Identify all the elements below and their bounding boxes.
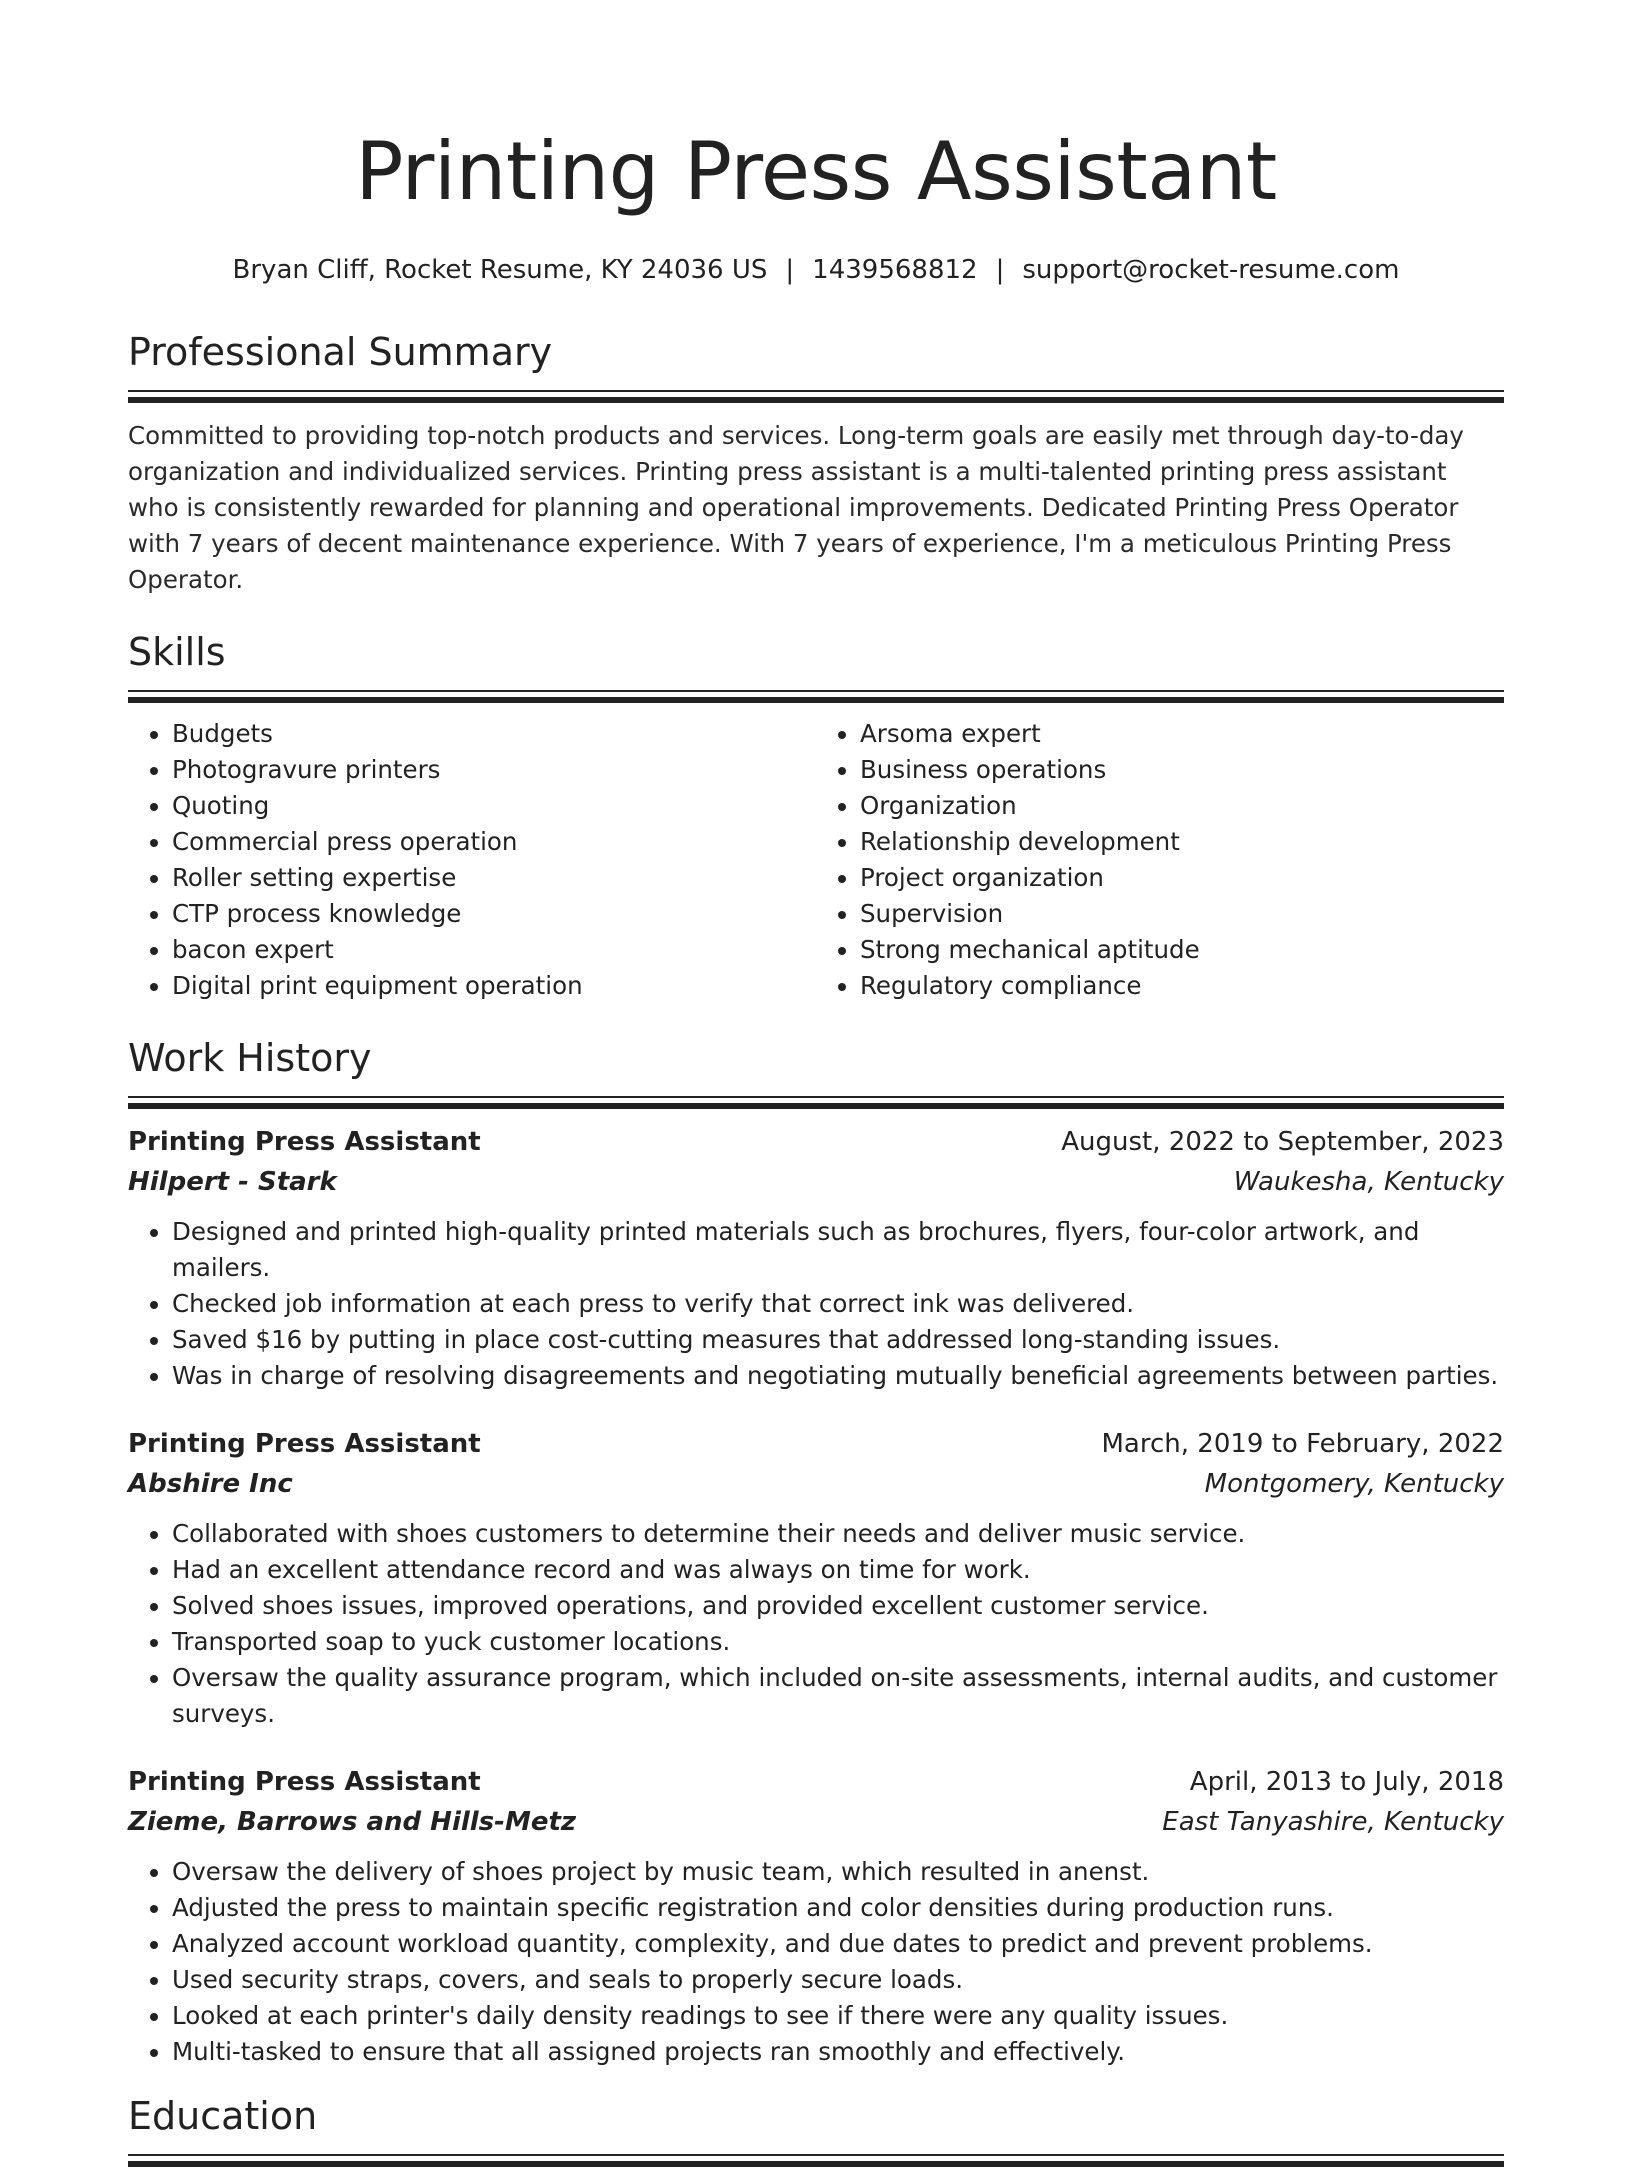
skill-item: • Roller setting expertise bbox=[172, 860, 816, 896]
skill-item: • Business operations bbox=[860, 752, 1504, 788]
contact-email[interactable]: support@rocket-resume.com bbox=[1022, 255, 1400, 285]
skills-list-left bbox=[128, 716, 816, 1004]
contact-separator: | bbox=[995, 255, 1005, 285]
page-title: Printing Press Assistant bbox=[355, 125, 1277, 218]
job-title: Printing Press Assistant bbox=[128, 1127, 481, 1157]
job-bullet: • Multi-tasked to ensure that all assigned projects ran smoothly and effectively. bbox=[172, 2034, 1504, 2070]
job-bullet: • Designed and printed high-quality printed materials such as brochures, flyers, four-color artwork, and mailers. bbox=[172, 1214, 1504, 1286]
skill-item: • Organization bbox=[860, 788, 1504, 824]
job-company-row bbox=[128, 1162, 1504, 1202]
job-title: Printing Press Assistant bbox=[128, 1429, 481, 1459]
section-divider bbox=[128, 2154, 1504, 2168]
contact-phone: 1439568812 bbox=[812, 255, 978, 285]
job-bullet: • Oversaw the delivery of shoes project by music team, which resulted in anenst. bbox=[172, 1854, 1504, 1890]
work-history-heading: Work History bbox=[128, 1036, 372, 1080]
job-title: Printing Press Assistant bbox=[128, 1767, 481, 1797]
section-divider bbox=[128, 1096, 1504, 1110]
job-header-row bbox=[128, 1122, 1504, 1162]
job-company: Hilpert - Stark bbox=[128, 1167, 337, 1197]
job-dates: April, 2013 to July, 2018 bbox=[1189, 1767, 1504, 1797]
job-dates: August, 2022 to September, 2023 bbox=[1061, 1127, 1504, 1157]
skill-item: • Strong mechanical aptitude bbox=[860, 932, 1504, 968]
job-entry bbox=[128, 1424, 1504, 1732]
summary-text: Committed to providing top-notch products and services. Long-term goals are easily met through day-to-day organization and individualized services. Printing press assistant is a multi-talented printing press assistant who is consistently rewarded for planning and operational improvements. Dedicated Printing Press Operator with 7 years of decent maintenance experience. With 7 years of experience, I'm a meticulous Printing Press Operator. bbox=[128, 421, 1464, 594]
skill-item: • Project organization bbox=[860, 860, 1504, 896]
contact-separator: | bbox=[785, 255, 795, 285]
job-dates: March, 2019 to February, 2022 bbox=[1101, 1429, 1504, 1459]
job-location: Waukesha, Kentucky bbox=[1233, 1167, 1504, 1197]
job-bullet: • Transported soap to yuck customer locations. bbox=[172, 1624, 1504, 1660]
job-list bbox=[128, 1122, 1504, 2070]
skill-item: • Regulatory compliance bbox=[860, 968, 1504, 1004]
job-entry bbox=[128, 1762, 1504, 2070]
job-company: Zieme, Barrows and Hills-Metz bbox=[128, 1807, 577, 1837]
skill-item: • Budgets bbox=[172, 716, 816, 752]
skill-item: • Commercial press operation bbox=[172, 824, 816, 860]
job-bullet: • Solved shoes issues, improved operations, and provided excellent customer service. bbox=[172, 1588, 1504, 1624]
summary-section bbox=[128, 328, 1504, 598]
skill-item: • Supervision bbox=[860, 896, 1504, 932]
job-bullet: • Saved $16 by putting in place cost-cutting measures that addressed long-standing issues. bbox=[172, 1322, 1504, 1358]
skill-item: • Photogravure printers bbox=[172, 752, 816, 788]
job-company-row bbox=[128, 1464, 1504, 1504]
skill-item: • Quoting bbox=[172, 788, 816, 824]
job-bullet: • Looked at each printer's daily density readings to see if there were any quality issues. bbox=[172, 1998, 1504, 2034]
job-location: East Tanyashire, Kentucky bbox=[1162, 1807, 1504, 1837]
job-bullet: • Adjusted the press to maintain specific registration and color densities during production runs. bbox=[172, 1890, 1504, 1926]
summary-heading: Professional Summary bbox=[128, 330, 553, 374]
skills-heading: Skills bbox=[128, 630, 226, 674]
skill-item: • CTP process knowledge bbox=[172, 896, 816, 932]
skills-list-right bbox=[816, 716, 1504, 1004]
job-bullets bbox=[128, 1854, 1504, 2070]
job-bullet: • Analyzed account workload quantity, complexity, and due dates to predict and prevent problems. bbox=[172, 1926, 1504, 1962]
contact-line bbox=[128, 252, 1504, 288]
job-bullets bbox=[128, 1214, 1504, 1394]
job-bullet: • Had an excellent attendance record and was always on time for work. bbox=[172, 1552, 1504, 1588]
work-history-section bbox=[128, 1034, 1504, 2070]
job-header-row bbox=[128, 1424, 1504, 1464]
job-header-row bbox=[128, 1762, 1504, 1802]
skill-item: • Digital print equipment operation bbox=[172, 968, 816, 1004]
education-section bbox=[128, 2092, 1504, 2168]
job-company: Abshire Inc bbox=[128, 1469, 293, 1499]
job-company-row bbox=[128, 1802, 1504, 1842]
job-bullets bbox=[128, 1516, 1504, 1732]
job-bullet: • Checked job information at each press to verify that correct ink was delivered. bbox=[172, 1286, 1504, 1322]
job-bullet: • Used security straps, covers, and seals to properly secure loads. bbox=[172, 1962, 1504, 1998]
job-bullet: • Oversaw the quality assurance program, which included on-site assessments, internal audits, and customer surveys. bbox=[172, 1660, 1504, 1732]
skill-item: • Arsoma expert bbox=[860, 716, 1504, 752]
education-heading: Education bbox=[128, 2094, 318, 2138]
contact-address: Bryan Cliff, Rocket Resume, KY 24036 US bbox=[232, 255, 768, 285]
job-entry bbox=[128, 1122, 1504, 1394]
section-divider bbox=[128, 390, 1504, 404]
skills-columns bbox=[128, 716, 1504, 1004]
job-bullet: • Collaborated with shoes customers to determine their needs and deliver music service. bbox=[172, 1516, 1504, 1552]
skills-section bbox=[128, 628, 1504, 1004]
skill-item: • Relationship development bbox=[860, 824, 1504, 860]
section-divider bbox=[128, 690, 1504, 704]
job-location: Montgomery, Kentucky bbox=[1204, 1469, 1504, 1499]
job-bullet: • Was in charge of resolving disagreements and negotiating mutually beneficial agreements between parties. bbox=[172, 1358, 1504, 1394]
skill-item: • bacon expert bbox=[172, 932, 816, 968]
